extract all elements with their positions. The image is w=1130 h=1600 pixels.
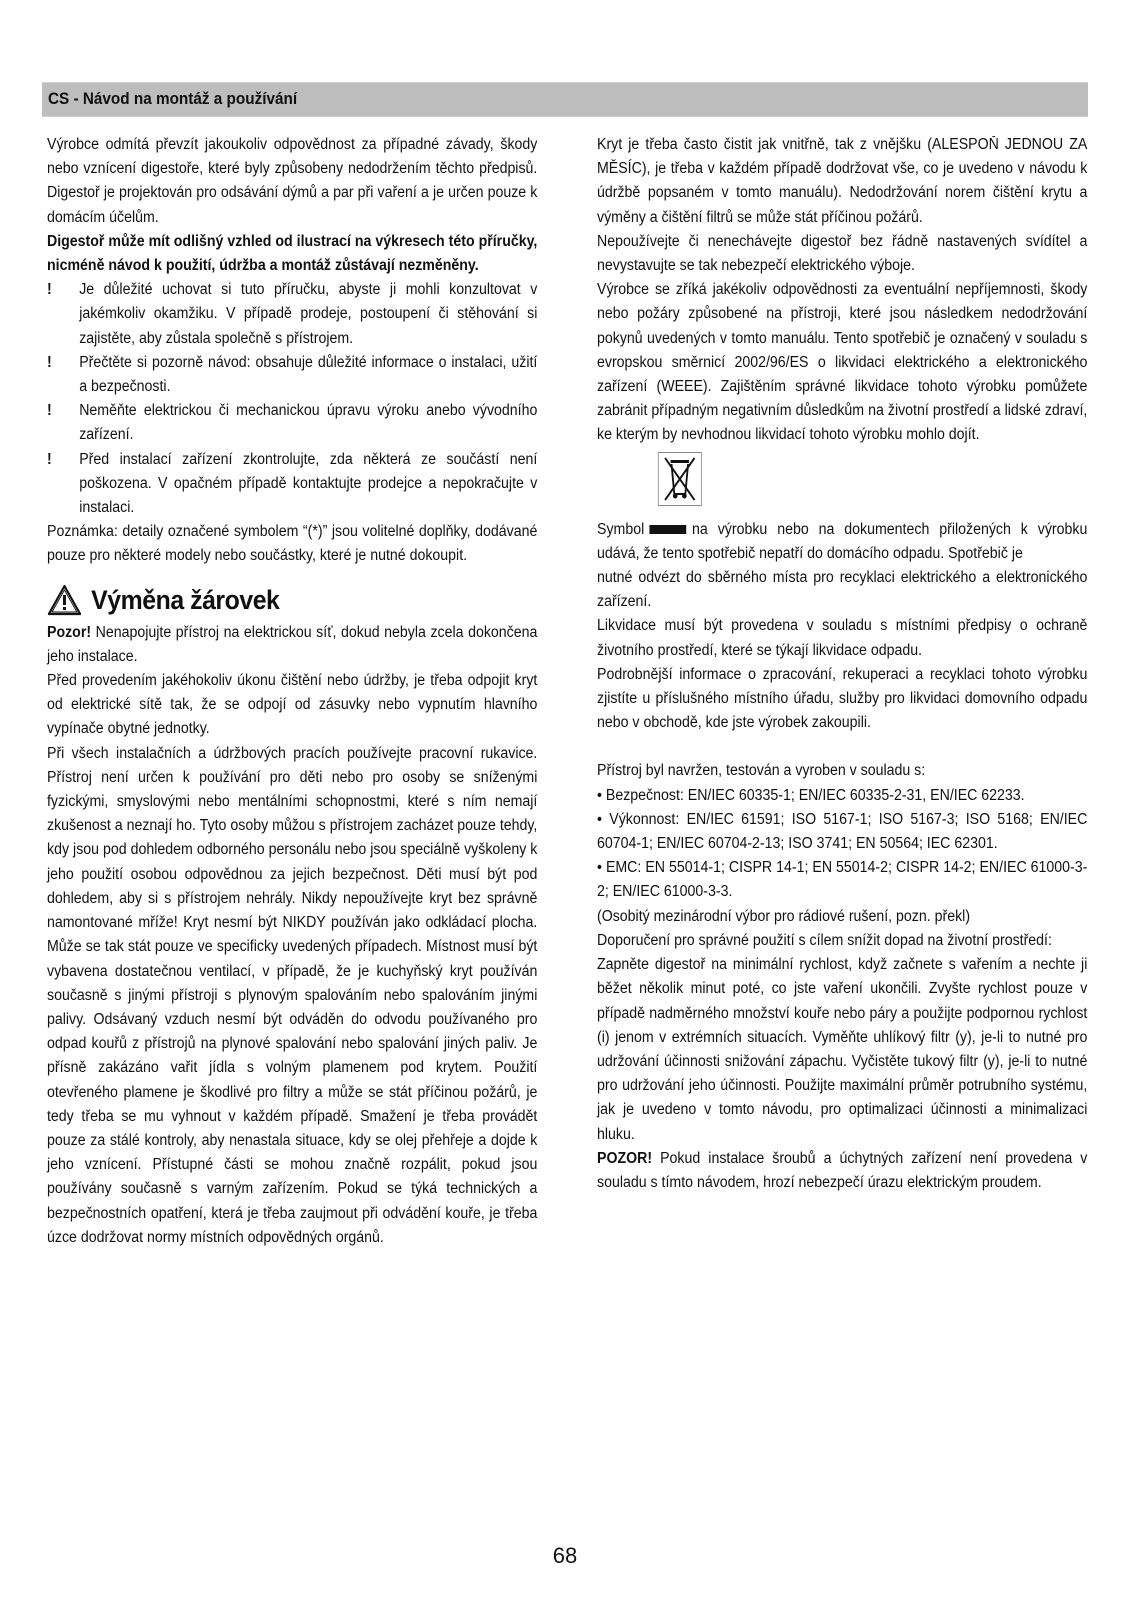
paragraph: Kryt je třeba často čistit jak vnitřně, tak z vnějšku (ALESPOŇ JEDNOU ZA MĚSÍC), je třeba v každém případě dodržovat vše, co je uvedeno v návodu k údržbě popsaném v tomto manuálu). Nedodržování norem čištění krytu a výměny a čištění filtrů se může stát příčinou požárů. (597, 136, 1088, 226)
paragraph: Doporučení pro správné použití s cílem snížit dopad na životní prostředí: (597, 931, 1052, 949)
pozor-text: Nenapojujte přístroj na elektrickou síť, dokud nebyla zcela dokončena jeho instalace. (47, 623, 538, 665)
paragraph: Likvidace musí být provedena v souladu s místními předpisy o ochraně životního prostředí, které se týkají likvidace odpadu. (597, 617, 1088, 659)
warning-text: Přečtěte si pozorně návod: obsahuje důležité informace o instalaci, užití a bezpečnosti. (79, 353, 538, 396)
bold-note: Digestoř může mít odlišný vzhled od ilustrací na výkresech této příručky, nicméně návod k použití, údržba a montáž zůstávají nezměněny. (47, 232, 538, 275)
warning-item (47, 278, 537, 351)
section-header (42, 82, 1088, 117)
paragraph: Přístroj byl navržen, testován a vyroben v souladu s: (597, 762, 926, 780)
weee-symbol-area (597, 448, 1087, 518)
standards-bullet: • Výkonnost: EN/IEC 61591; ISO 5167-1; ISO 5167-3; ISO 5168; EN/IEC 60704-1; EN/IEC 60704-2-13; ISO 3741; EN 50564; IEC 62301. (597, 810, 1088, 853)
paragraph: Podrobnější informace o zpracování, rekuperaci a recyklaci tohoto výrobku zjistíte u příslušného místního úřadu, služby pro likvidaci domovního odpadu nebo v obchodě, kde jste výrobek zakoupili. (597, 665, 1088, 732)
pozor-label: POZOR! (597, 1149, 653, 1167)
paragraph: nutné odvézt do sběrného místa pro recyklaci elektrického a elektronického zařízení. (597, 569, 1088, 611)
symbol-word: Symbol (597, 520, 645, 538)
exclamation-mark: ! (47, 281, 52, 299)
note-paragraph: Poznámka: detaily označené symbolem “(*)” jsou volitelné doplňky, dodávané pouze pro některé modely nebo součástky, které je nutné dokoupit. (47, 523, 538, 565)
symbol-text: na výrobku nebo na dokumentech přiložených k výrobku udává, že tento spotřebič nepatří do domácího odpadu. Spotřebič je (597, 520, 1088, 562)
exclamation-mark: ! (47, 402, 52, 420)
warning-text: Neměňte elektrickou či mechanickou úpravu výroku anebo vývodního zařízení. (79, 402, 538, 444)
left-column (47, 133, 537, 1250)
paragraph: (Osobitý mezinárodní výbor pro rádiové rušení, pozn. překl) (597, 907, 971, 925)
weee-bar-icon (650, 525, 687, 534)
paragraph: Výrobce se zříká jakékoliv odpovědnosti za eventuální nepříjemnosti, škody nebo požáry způsobené na přístroji, které jsou následkem nedodržování pokynů uvedených v tomto manuálu. Tento spotřebič je označený v souladu s evropskou směrnicí 2002/96/ES o likvidaci elektrického a elektronického zařízení (WEEE). Zajištěním správné likvidace tohoto výrobku pomůžete zabránit případným negativním důsledkům na životní prostředí a lidské zdraví, ke kterým by nevhodnou likvidací tohoto výrobku mohlo dojít. (597, 281, 1088, 444)
exclamation-mark: ! (47, 450, 52, 468)
pozor-paragraph (47, 621, 537, 669)
paragraph: Před provedením jakéhokoliv úkonu čištění nebo údržby, je třeba odpojit kryt od elektrické sítě tak, že se odpojí od zásuvky nebo vypnutím hlavního vypínače obytné jednotky. (47, 672, 538, 738)
header-title: CS - Návod na montáž a používání (48, 89, 298, 108)
warning-triangle-icon (47, 584, 82, 616)
warning-item (47, 399, 537, 447)
right-column (597, 133, 1087, 1195)
paragraph: Zapněte digestoř na minimální rychlost, když začnete s vařením a nechte ji běžet několik minut poté, co jste vaření ukončili. Zvyšte rychlost pouze v případě nadměrného množství kouře nebo páry a použijte podpornou rychlost (i) jenom v extrémních situacích. Vyměňte uhlíkový filtr (y), je-li to nutné pro udržování účinnosti snižování zápachu. Vyčistěte tukový filtr (y), je-li to nutné pro udržování jeho účinnosti. Použijte maximální průměr potrubního systému, jak je uvedeno v tomto návodu, pro optimalizaci účinnosti a minimalizaci hluku. (597, 956, 1088, 1143)
pozor-paragraph (597, 1147, 1087, 1195)
pozor-label: Pozor! (47, 623, 92, 641)
paragraph: Nepoužívejte či nenechávejte digestoř bez řádně nastavených svídítel a nevystavujte se tak nebezpečí elektrického výboje. (597, 232, 1088, 275)
paragraph: Při všech instalačních a údržbových pracích používejte pracovní rukavice. Přístroj není určen k používání pro děti nebo pro osoby se sníženými fyzickými, smyslovými nebo mentálními schopnostmi, které s ním nemají zkušenost a neznají ho. Tyto osoby můžou s přístrojem zacházet pouze tehdy, kdy jsou pod dohledem odborného personálu nebo jsou speciálně vyškoleny k jeho použití osobou odpovědnou za jejich bezpečnost. Děti musí být pod dohledem, aby si s přístrojem nehrály. Nikdy nepoužívejte kryt bez správně namontované mříže! Kryt nesmí být NIKDY používán jako odkládací plocha. Může se tak stát pouze ve specificky uvedených případech. Místnost musí být vybavena dostatečnou ventilací, v případě, že je kuchyňský kryt používán současně s jinými přístroji s plynovým spalováním nebo spalováním jinými palivy. Odsávaný vzduch nesmí být odváděn do odvodu používaného pro odpad kouřů z přístrojů na plynové spalování nebo spalování jiných paliv. Je přísně zakázáno vařit jídla s volným plamenem pod krytem. Použití otevřeného plamene je škodlivé pro filtry a může se stát příčinou požárů, je tedy třeba se mu vyhnout v každém případě. Smažení je třeba provádět pouze za stálé kontroly, aby nenastala situace, kdy se olej přehřeje a dojde k jeho vznícení. Přístupné části se mohou značně rozpálit, pokud jsou používány současně s varným zařízením. Pokud se týká technických a bezpečnostních opatření, která je třeba zaujmout při odvádění kouře, je třeba úzce dodržovat normy místních odpovědných orgánů. (47, 744, 538, 1246)
exclamation-mark: ! (47, 353, 52, 371)
page-number: 68 (552, 1543, 578, 1568)
warning-text: Je důležité uchovat si tuto příručku, abyste ji mohli konzultovat v jakémkoliv okamžiku. V případě prodeje, postoupení či stěhování si zajistěte, aby zůstala společně s přístrojem. (79, 281, 538, 347)
symbol-paragraph (597, 518, 1087, 566)
section-heading (47, 583, 537, 617)
warning-text: Před instalací zařízení zkontrolujte, zda některá ze součástí není poškozena. V opačném případě kontaktujte prodejce a nepokračujte v instalaci. (79, 450, 538, 517)
standards-bullet: • EMC: EN 55014-1; CISPR 14-1; EN 55014-2; CISPR 14-2; EN/IEC 61000-3-2; EN/IEC 61000-3-3. (597, 859, 1088, 901)
pozor-text: Pokud instalace šroubů a úchytných zařízení není provedena v souladu s tímto návodem, hrozí nebezpečí úrazu elektrickým proudem. (597, 1149, 1088, 1191)
section-title: Výměna žárovek (91, 584, 280, 615)
crossed-bin-icon (658, 452, 702, 506)
standards-bullet: • Bezpečnost: EN/IEC 60335-1; EN/IEC 60335-2-31, EN/IEC 62233. (597, 786, 1025, 804)
warning-item (47, 448, 537, 521)
warning-item (47, 351, 537, 399)
spacer (597, 735, 1087, 759)
intro-paragraph: Výrobce odmítá převzít jakoukoliv odpovědnost za případné závady, škody nebo vznícení digestoře, které byly způsobeny nedodržením těchto předpisů. Digestoř je projektován pro odsávání dýmů a par při vaření a je určen pouze k domácím účelům. (47, 136, 538, 226)
